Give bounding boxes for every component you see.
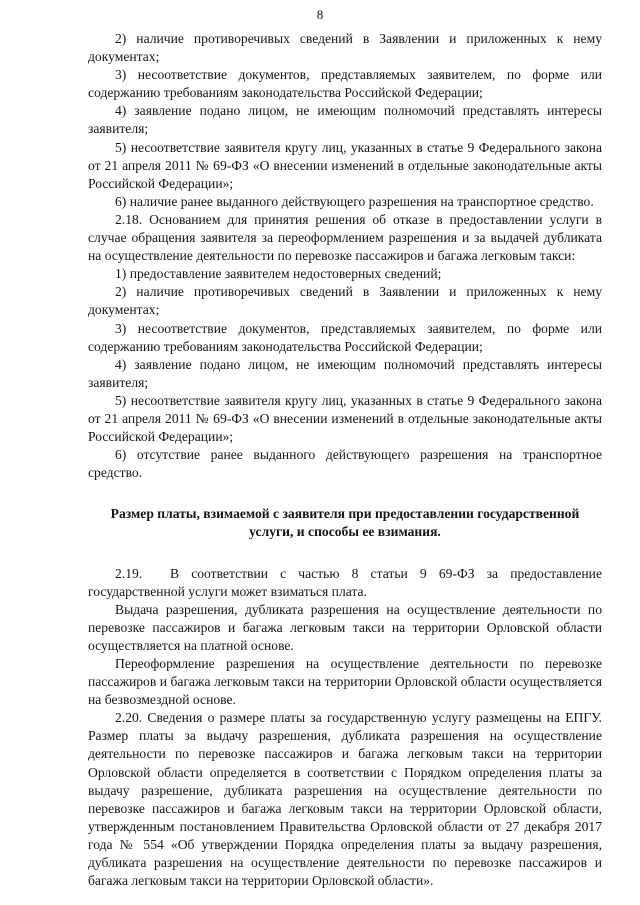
section-2-19-text: В соответствии с частью 8 статьи 9 69-ФЗ за предоставление государственной услуги может взиматься плата. (88, 565, 602, 599)
list-item: 3) несоответствие документов, представляемых заявителем, по форме или содержанию требованиям законодательства Российской Федерации; (88, 67, 602, 101)
list-item: 5) несоответствие заявителя кругу лиц, указанных в статье 9 Федерального закона от 21 апреля 2011 № 69-ФЗ «О внесении изменений в отдельные законодательные акты Российской Федерации»; (88, 392, 602, 445)
page-number: 8 (316, 7, 324, 22)
section-heading: Размер платы, взимаемой с заявителя при предоставлении государственной услуги, и способы ее взимания. (110, 506, 580, 540)
list-item: 5) несоответствие заявителя кругу лиц, указанных в статье 9 Федерального закона от 21 апреля 2011 № 69-ФЗ «О внесении изменений в отдельные законодательные акты Российской Федерации»; (88, 139, 602, 191)
document-body (88, 30, 602, 890)
list-item: 4) заявление подано лицом, не имеющим полномочий представлять интересы заявителя; (88, 103, 602, 137)
section-2-20: 2.20. Сведения о размере платы за государственную услугу размещены на ЕПГУ. Размер платы за выдачу разрешения, дубликата разрешения на осуществление деятельности по перевозке пассажиров и багажа легковым такси на территории Орловской области определяется в соответствии с Порядком определения платы за выдачу разрешение, дубликата разрешения на осуществление деятельности по перевозке пассажиров и багажа легковым такси на территории Орловской области, утвержденным постановлением Правительства Орловской области от 27 декабря 2017 года № 554 «Об утверждении Порядка определения платы за выдачу разрешения, дубликата разрешения на осуществление деятельности по перевозке пассажиров и багажа легковым такси на территории Орловской области». (88, 710, 602, 889)
section-2-18-intro: 2.18. Основанием для принятия решения об отказе в предоставлении услуги в случае обращения заявителя за переоформлением разрешения и за выдачей дубликата на осуществление деятельности по перевозке пассажиров и багажа легковым такси: (88, 211, 602, 264)
list-item: 1) предоставление заявителем недостоверных сведений; (115, 266, 442, 282)
section-2-19 (88, 565, 602, 601)
list-item: 6) наличие ранее выданного действующего разрешения на транспортное средство. (115, 193, 594, 209)
paragraph: Переоформление разрешения на осуществление деятельности по перевозке пассажиров и багажа легковым такси на территории Орловской области осуществляется на безвозмездной основе. (88, 656, 602, 708)
list-item: 4) заявление подано лицом, не имеющим полномочий представлять интересы заявителя; (88, 356, 602, 390)
list-item: 6) отсутствие ранее выданного действующего разрешения на транспортное средство. (88, 447, 602, 481)
list-item: 2) наличие противоречивых сведений в Заявлении и приложенных к нему документах; (88, 31, 602, 65)
list-item: 2) наличие противоречивых сведений в Заявлении и приложенных к нему документах; (88, 284, 602, 318)
paragraph: Выдача разрешения, дубликата разрешения на осуществление деятельности по перевозке пассажиров и багажа легковым такси на территории Орловской области осуществляется на платной основе. (88, 601, 602, 653)
list-item: 3) несоответствие документов, представляемых заявителем, по форме или содержанию требованиям законодательства Российской Федерации; (88, 320, 602, 354)
section-number: 2.19. (115, 565, 143, 581)
